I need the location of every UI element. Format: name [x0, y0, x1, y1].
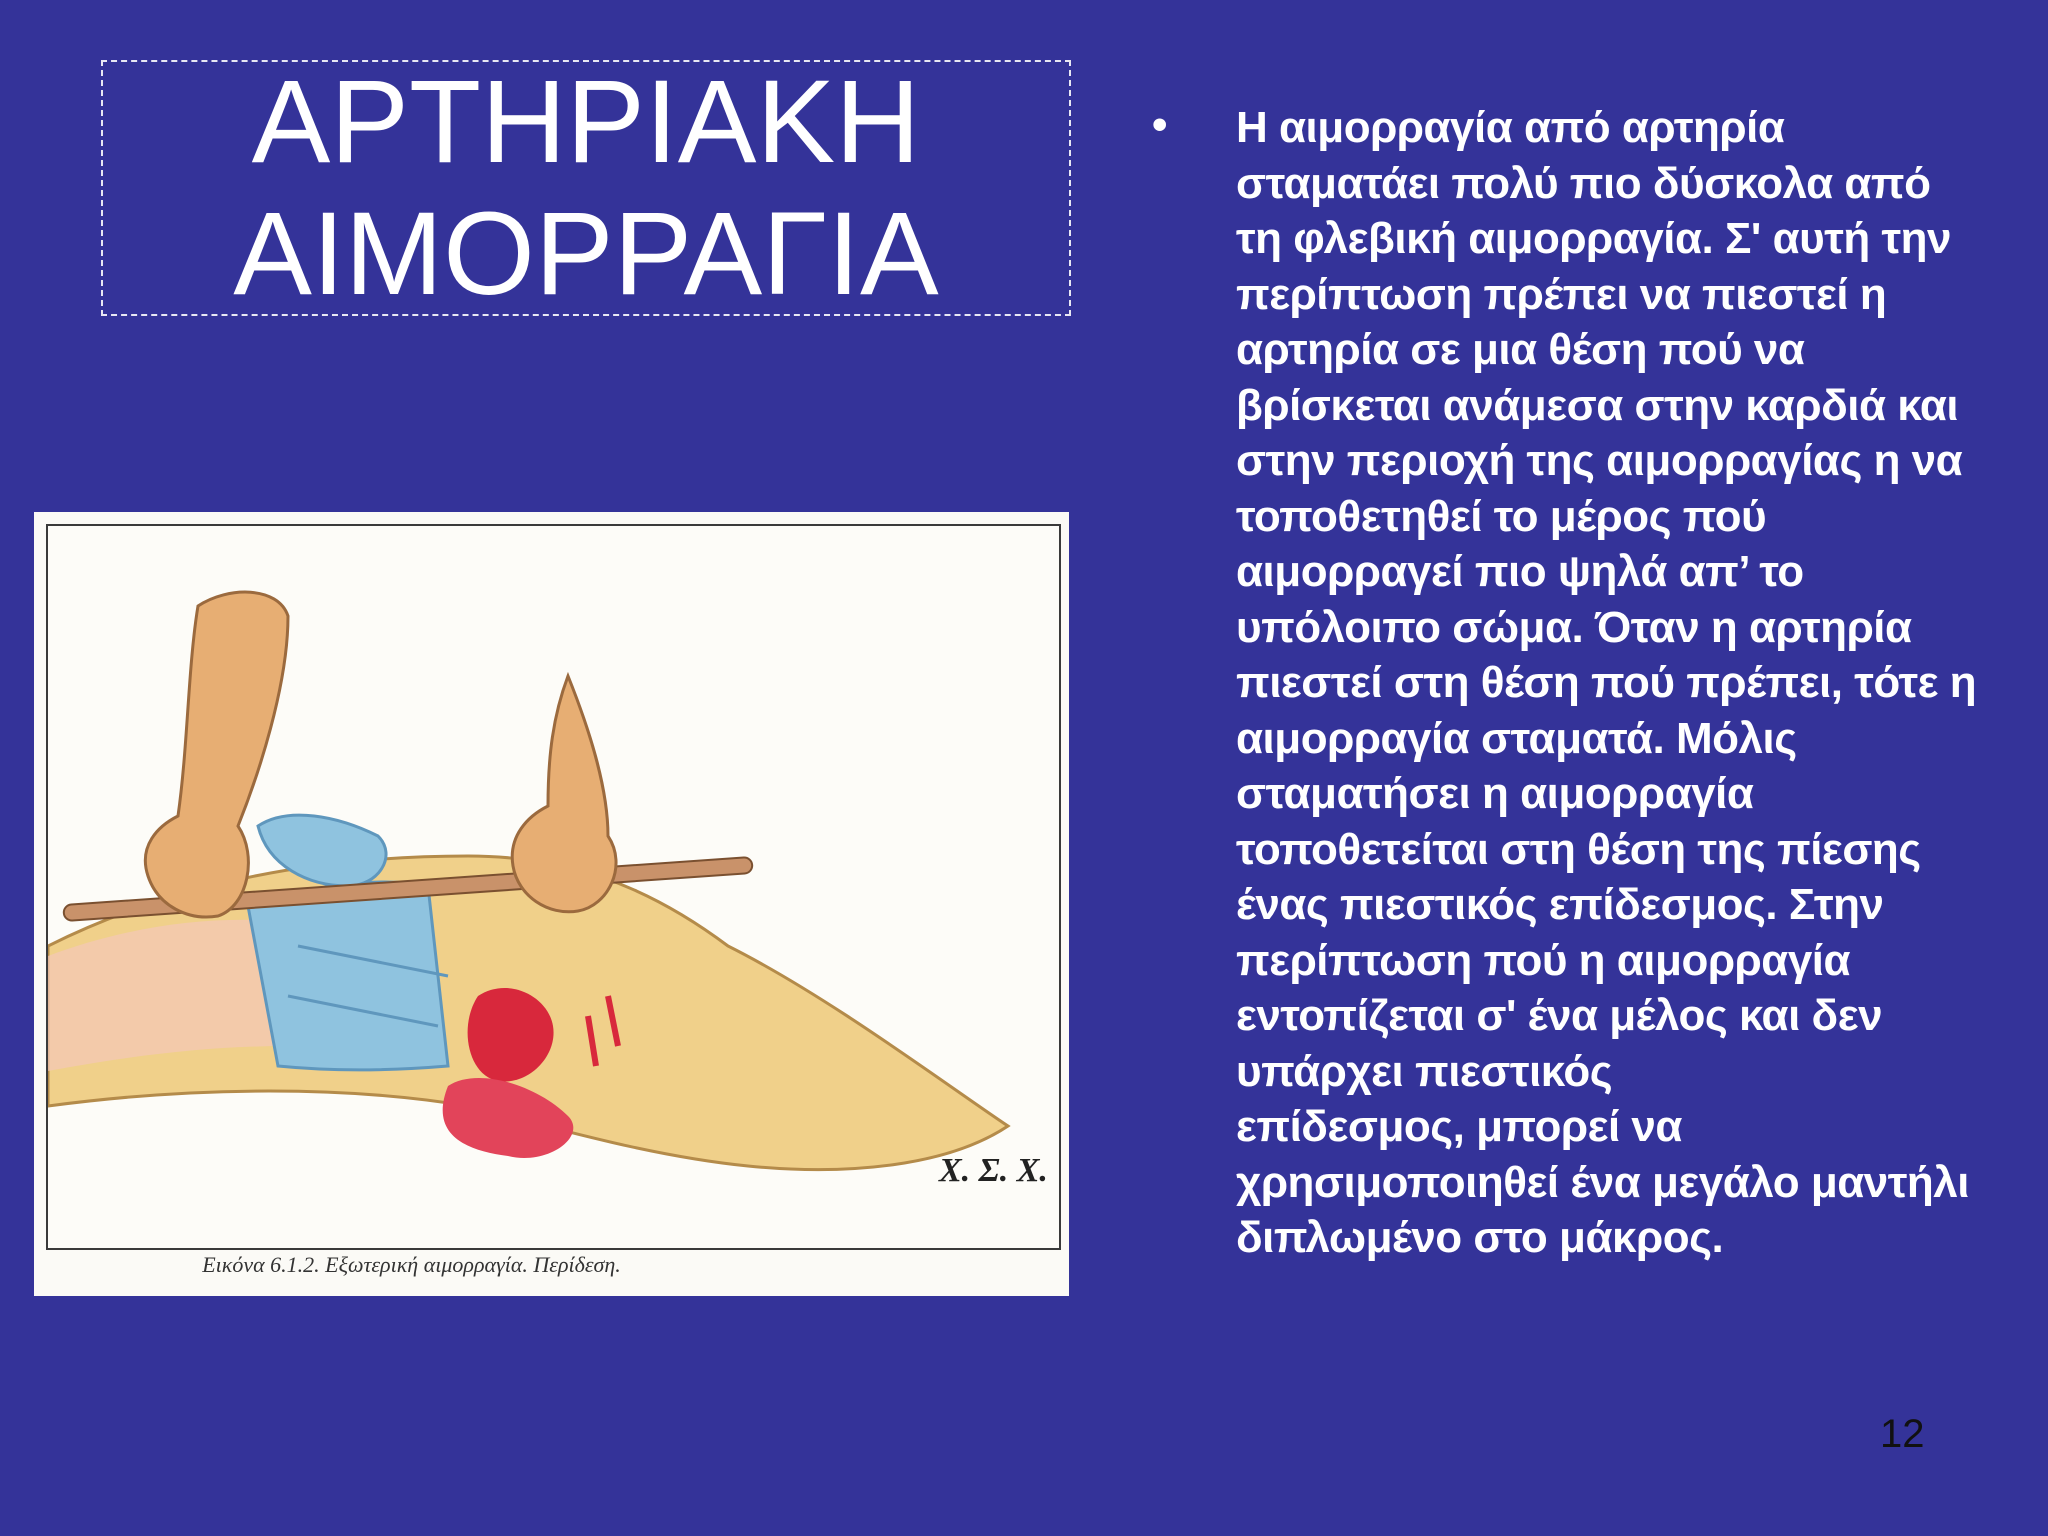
artist-initials: Χ. Σ. Χ.	[939, 1152, 1048, 1189]
illustration-frame	[46, 524, 1061, 1250]
figure-caption: Εικόνα 6.1.2. Εξωτερική αιμορραγία. Περίδεση.	[202, 1252, 621, 1277]
bullet-marker: •	[1152, 100, 1168, 149]
title-line-2: ΑΙΜΟΡΡΑΓΙΑ	[233, 188, 939, 320]
tourniquet-drawing	[48, 526, 1061, 1250]
tourniquet-illustration	[34, 512, 1069, 1296]
page-number: 12	[1880, 1412, 1925, 1456]
title-line-1: ΑΡΤΗΡΙΑΚΗ	[251, 56, 921, 188]
bullet-text: Η αιμορραγία από αρτηρία σταματάει πολύ πιο δύσκολα από τη φλεβική αιμορραγία. Σ' αυτή την περίπτωση πρέπει να πιεστεί η αρτηρία σε μια θέση πού να βρίσκεται ανάμεσα στην καρδιά και στην περιοχή της αιμορραγίας η να τοποθετηθεί το μέρος πού αιμορραγεί πιο ψηλά απ’ το υπόλοιπο σώμα. Όταν η αρτηρία πιεστεί στη θέση πού πρέπει, τότε η αιμορραγία σταματά. Μόλις σταματήσει η αιμορραγία τοποθετείται στη θέση της πίεσης ένας πιεστικός επίδεσμος. Στην περίπτωση πού η αιμορραγία εντοπίζεται σ' ένα μέλος και δεν υπάρχει πιεστικός επίδεσμος, μπορεί να χρησιμοποιηθεί ένα μεγάλο μαντήλι διπλωμένο στο μάκρος.	[1236, 103, 1977, 1262]
slide-title	[101, 56, 1071, 320]
